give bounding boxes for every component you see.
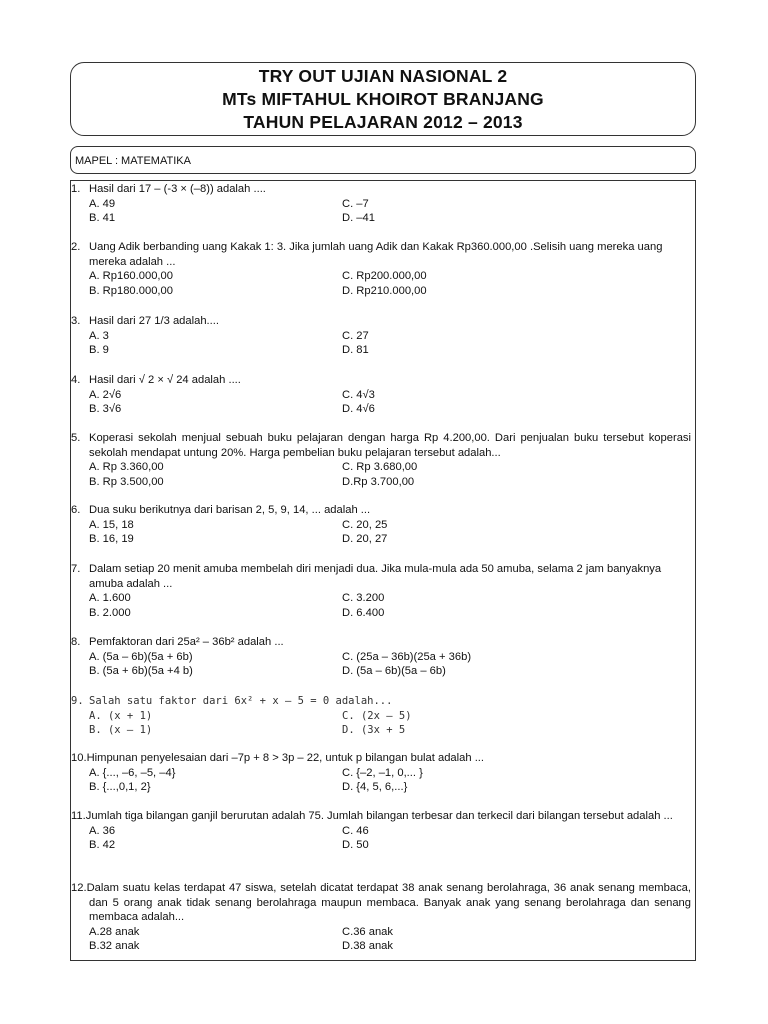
option-a: A.28 anak: [89, 925, 140, 938]
option-b: B. 16, 19: [89, 533, 134, 546]
question-number: 3.: [71, 315, 81, 327]
option-b: B. (5a + 6b)(5a +4 b): [89, 665, 193, 678]
questions-box: [70, 180, 696, 961]
question-8: [71, 635, 695, 679]
option-c: C. Rp 3.680,00: [342, 461, 418, 474]
option-a: A. 1.600: [89, 592, 131, 605]
question-6: [71, 503, 695, 547]
option-b: B. 3√6: [89, 403, 122, 416]
question-7: [71, 562, 695, 620]
option-d: D. (3x + 5: [342, 724, 406, 737]
academic-year: TAHUN PELAJARAN 2012 – 2013: [243, 112, 523, 132]
question-number: 4.: [71, 374, 81, 386]
option-c: C. {–2, –1, 0,... }: [342, 766, 423, 779]
question-number: 2.: [71, 241, 81, 253]
option-c: C. 46: [342, 824, 369, 837]
option-a: A. 2√6: [89, 388, 122, 401]
question-number: 12.: [71, 882, 87, 894]
option-b: B. (x – 1): [89, 724, 153, 737]
subject-label: MAPEL : MATEMATIKA: [70, 146, 696, 174]
option-d: D. Rp210.000,00: [342, 284, 427, 297]
option-d: D. (5a – 6b)(5a – 6b): [342, 665, 446, 678]
option-d: D. 4√6: [342, 403, 375, 416]
question-9: [71, 694, 695, 738]
option-b: B.32 anak: [89, 940, 140, 953]
question-text: Jumlah tiga bilangan ganjil berurutan adalah 75. Jumlah bilangan terbesar dan terkecil dari bilangan tersebut adalah ...: [85, 810, 673, 822]
option-d: D. 81: [342, 344, 369, 357]
option-b: B. Rp180.000,00: [89, 284, 173, 297]
option-c: C. 27: [342, 329, 369, 342]
question-3: [71, 314, 695, 358]
option-c: C. (2x – 5): [342, 709, 412, 722]
option-d: D. {4, 5, 6,...}: [342, 781, 408, 794]
option-a: A. (x + 1): [89, 709, 153, 722]
question-text: Uang Adik berbanding uang Kakak 1: 3. Jika jumlah uang Adik dan Kakak Rp360.000,00 .Selisih uang mereka uang mereka adalah ...: [89, 241, 663, 268]
option-a: A. Rp 3.360,00: [89, 461, 164, 474]
question-12: [71, 881, 695, 954]
option-d: D. 50: [342, 839, 369, 852]
question-number: 7.: [71, 563, 81, 575]
question-number: 5.: [71, 432, 81, 444]
question-number: 8.: [71, 636, 81, 648]
question-10: [71, 751, 695, 795]
option-c: C. 20, 25: [342, 518, 388, 531]
option-a: A. {..., –6, –5, –4}: [89, 766, 176, 779]
option-a: A. (5a – 6b)(5a + 6b): [89, 650, 193, 663]
option-d: D.Rp 3.700,00: [342, 475, 415, 488]
option-c: C. 3.200: [342, 592, 385, 605]
question-text: Koperasi sekolah menjual sebuah buku pelajaran dengan harga Rp 4.200,00. Dari penjualan buku tersebut koperasi sekolah mendapat untung 20%. Harga pembelian buku pelajaran tersebut adalah...: [89, 432, 691, 459]
question-5: [71, 431, 695, 489]
option-d: D. 6.400: [342, 606, 385, 619]
option-c: C. –7: [342, 197, 369, 210]
option-b: B. Rp 3.500,00: [89, 475, 164, 488]
option-a: A. 3: [89, 329, 109, 342]
option-d: D. –41: [342, 212, 375, 225]
option-a: A. 15, 18: [89, 518, 134, 531]
option-c: C. Rp200.000,00: [342, 270, 427, 283]
question-number: 11.: [71, 810, 86, 822]
question-text: Hasil dari 17 – (-3 × (–8)) adalah ....: [89, 183, 266, 195]
question-text: Himpunan penyelesaian dari –7p + 8 > 3p – 22, untuk p bilangan bulat adalah ...: [86, 752, 485, 764]
option-a: A. 49: [89, 197, 116, 210]
option-b: B. 9: [89, 344, 109, 357]
question-text: Dalam suatu kelas terdapat 47 siswa, setelah dicatat terdapat 38 anak senang berolahraga, 36 anak senang membaca, dan 5 orang anak tidak senang berolahraga maupun membaca. Banyak anak yang senang berolahraga dan senang membaca adalah...: [86, 882, 691, 924]
question-2: [71, 240, 695, 298]
option-a: A. 36: [89, 824, 116, 837]
option-d: D.38 anak: [342, 940, 393, 953]
exam-title: TRY OUT UJIAN NASIONAL 2: [258, 66, 508, 86]
question-1: [71, 182, 695, 226]
option-c: C. (25a – 36b)(25a + 36b): [342, 650, 472, 663]
option-c: C.36 anak: [342, 925, 393, 938]
question-text: Salah satu faktor dari 6x² + x – 5 = 0 adalah...: [89, 695, 393, 707]
question-text: Dua suku berikutnya dari barisan 2, 5, 9, 14, ... adalah ...: [89, 504, 371, 516]
question-text: Hasil dari 27 1/3 adalah....: [89, 315, 219, 327]
question-11: [71, 809, 695, 853]
question-number: 6.: [71, 504, 81, 516]
option-c: C. 4√3: [342, 388, 375, 401]
question-text: Hasil dari √ 2 × √ 24 adalah ....: [89, 374, 241, 386]
option-b: B. 41: [89, 212, 116, 225]
option-b: B. 2.000: [89, 606, 131, 619]
option-a: A. Rp160.000,00: [89, 270, 173, 283]
question-4: [71, 373, 695, 417]
school-name: MTs MIFTAHUL KHOIROT BRANJANG: [222, 89, 544, 109]
question-number: 9.: [71, 695, 84, 707]
question-number: 10.: [71, 752, 87, 764]
option-b: B. 42: [89, 839, 116, 852]
question-text: Pemfaktoran dari 25a² – 36b² adalah ...: [89, 636, 284, 648]
option-b: B. {...,0,1, 2}: [89, 781, 151, 794]
title-box: [70, 62, 696, 136]
option-d: D. 20, 27: [342, 533, 388, 546]
question-text: Dalam setiap 20 menit amuba membelah diri menjadi dua. Jika mula-mula ada 50 amuba, selama 2 jam banyaknya amuba adalah ...: [89, 563, 662, 590]
question-number: 1.: [71, 183, 81, 195]
